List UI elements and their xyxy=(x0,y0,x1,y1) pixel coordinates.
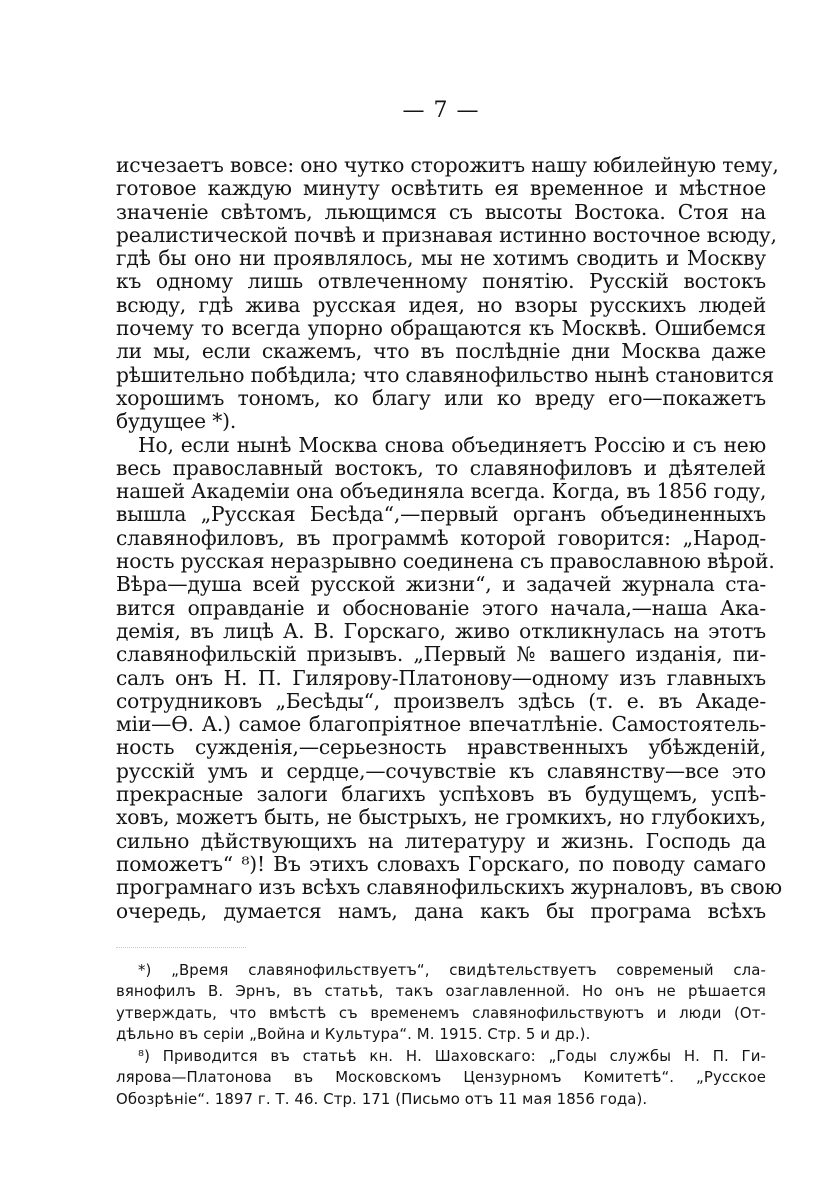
text-line: готовое каждую минуту освѣтить ея временное и мѣстное xyxy=(116,176,766,201)
text-line: сильно дѣйствующихъ на литературу и жизнь. Господь да xyxy=(116,828,766,853)
text-line: славянофиловъ, въ программѣ которой говорится: „Народ- xyxy=(116,525,766,550)
body-text xyxy=(116,153,782,923)
footnote-line: лярова—Платонова въ Московскомъ Цензурномъ Комитетѣ“. „Русское xyxy=(116,1068,766,1087)
footnote-line: *) „Время славянофильствуетъ“, свидѣтельствуетъ современый сла- xyxy=(138,960,766,979)
footnote-line: утверждать, что вмѣстѣ съ временемъ славянофильствуютъ и люди (От- xyxy=(116,1003,766,1022)
text-line: ность русская неразрывно соединена съ православною вѣрой. xyxy=(116,549,775,574)
text-line: ховъ, можетъ быть, не быстрыхъ, не громкихъ, но глубокихъ, xyxy=(116,805,766,830)
text-line: міи—Ѳ. А.) самое благопріятное впечатлѣніе. Самостоятель- xyxy=(116,712,766,737)
text-line: вышла „Русская Бесѣда“,—первый органъ объединенныхъ xyxy=(116,502,766,527)
text-line: славянофильскій призывъ. „Первый № вашего изданія, пи- xyxy=(116,642,766,667)
text-line: очередь, думается намъ, дана какъ бы програма всѣхъ xyxy=(116,898,766,923)
paragraph-start-line: Но, если нынѣ Москва снова объединяетъ Россію и съ нею xyxy=(138,432,766,457)
page-number: — 7 — xyxy=(402,98,480,123)
footnote-divider xyxy=(116,947,246,948)
footnote-line: вянофилъ В. Эрнъ, въ статьѣ, такъ озаглавленной. Но онъ не рѣшается xyxy=(116,982,766,1001)
text-line: русскій умъ и сердце,—сочувствіе къ славянству—все это xyxy=(116,758,766,783)
text-line: всюду, гдѣ жива русская идея, но взоры русскихъ людей xyxy=(116,292,766,317)
text-line: програмнаго изъ всѣхъ славянофильскихъ журналовъ, въ свою xyxy=(116,875,782,900)
text-line: прекрасные залоги благихъ успѣховъ въ будущемъ, успѣ- xyxy=(116,782,766,807)
footnote-line: дѣльно въ серіи „Война и Культура“. М. 1915. Стр. 5 и др.). xyxy=(116,1025,591,1044)
footnote-line: Обозрѣніе“. 1897 г. Т. 46. Стр. 171 (Письмо отъ 11 мая 1856 года). xyxy=(116,1089,648,1108)
text-line: вится оправданіе и обоснованіе этого начала,—наша Ака- xyxy=(116,595,766,620)
text-line: къ одному лишь отвлеченному понятію. Русскій востокъ xyxy=(116,269,766,294)
text-line: значеніе свѣтомъ, льющимся съ высоты Востока. Стоя на xyxy=(116,199,766,224)
text-line: рѣшительно побѣдила; что славянофильство нынѣ становится xyxy=(116,362,774,387)
text-line: нашей Академіи она объединяла всегда. Когда, въ 1856 году, xyxy=(116,479,767,504)
text-line: реалистической почвѣ и признавая истинно восточное всюду, xyxy=(116,222,777,247)
footnote-line: ⁸) Приводится въ статьѣ кн. Н. Шаховскаго: „Годы службы Н. П. Ги- xyxy=(138,1046,766,1065)
footnotes xyxy=(116,960,766,1111)
text-line: хорошимъ тономъ, ко благу или ко вреду его—покажетъ xyxy=(116,385,766,410)
text-line: исчезаетъ вовсе: оно чутко сторожитъ нашу юбилейную тему, xyxy=(116,153,779,177)
text-line: гдѣ бы оно ни проявлялось, мы не хотимъ сводить и Москву xyxy=(116,246,766,271)
text-line: будущее *). xyxy=(116,409,237,434)
text-line: ность сужденія,—серьезность нравственныхъ убѣжденій, xyxy=(116,735,766,760)
text-line: салъ онъ Н. П. Гилярову-Платонову—одному изъ главныхъ xyxy=(116,665,766,690)
text-line: Вѣра—душа всей русской жизни“, и задачей журнала ста- xyxy=(116,572,766,597)
text-line: ли мы, если скажемъ, что въ послѣдніе дни Москва даже xyxy=(116,339,766,364)
text-line: весь православный востокъ, то славянофиловъ и дѣятелей xyxy=(116,455,766,480)
book-page xyxy=(116,96,782,1110)
text-line: поможетъ“ ⁸)! Въ этихъ словахъ Горскаго, по поводу самаго xyxy=(116,851,766,876)
text-line: демія, въ лицѣ А. В. Горскаго, живо откликнулась на этотъ xyxy=(116,618,766,643)
text-line: почему то всегда упорно обращаются къ Москвѣ. Ошибемся xyxy=(116,316,766,341)
text-line: сотрудниковъ „Бесѣды“, произвелъ здѣсь (т. е. въ Акаде- xyxy=(116,688,766,713)
